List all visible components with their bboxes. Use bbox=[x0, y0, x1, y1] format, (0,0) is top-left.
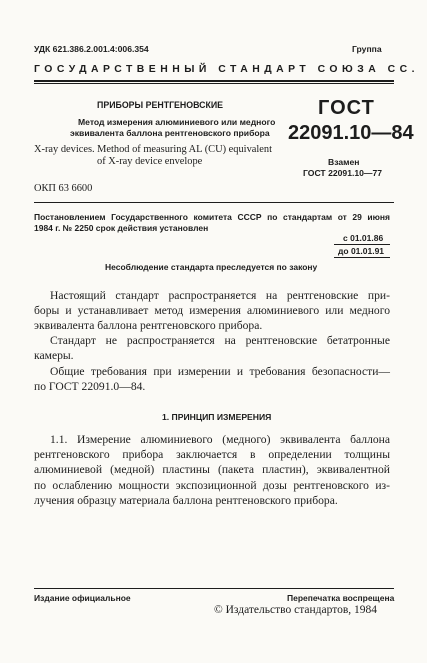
reprint-prohibited-label: Перепечатка воспрещена bbox=[287, 593, 395, 603]
paragraph-line: эквивалента баллона рентгеновского прибора. bbox=[34, 319, 263, 333]
paragraph-line: по ослаблению мощности экспозиционной дозы рентгеновского из- bbox=[34, 478, 390, 492]
english-title-line2: of X-ray device envelope bbox=[97, 156, 203, 167]
copyright-notice: © Издательство стандартов, 1984 bbox=[214, 604, 378, 616]
section-title: 1. ПРИНЦИП ИЗМЕРЕНИЯ bbox=[162, 412, 272, 422]
standard-title: ПРИБОРЫ РЕНТГЕНОВСКИЕ bbox=[97, 100, 224, 110]
gost-number: 22091.10—84 bbox=[288, 122, 414, 144]
standard-subtitle-line2: эквивалента баллона рентгеновского прибора bbox=[70, 128, 270, 138]
paragraph-line: Настоящий стандарт распространяется на рентгеновские при- bbox=[50, 289, 390, 302]
okp-rule bbox=[34, 202, 394, 203]
paragraph-line: алюминиевой (медной) пластины (пакета пластин), эквивалентной bbox=[34, 463, 390, 477]
paragraph-exclusion bbox=[34, 333, 390, 363]
standard-subtitle-line1: Метод измерения алюминиевого или медного bbox=[78, 117, 276, 127]
udk-code: УДК 621.386.2.001.4:006.354 bbox=[34, 44, 149, 54]
paragraph-principle bbox=[34, 432, 390, 508]
validity-from: с 01.01.86 bbox=[343, 233, 384, 243]
footer-rule bbox=[34, 588, 394, 589]
header-rule-top bbox=[34, 80, 394, 82]
replaces-label: Взамен bbox=[328, 157, 360, 167]
state-standard-banner: ГОСУДАРСТВЕННЫЙ СТАНДАРТ СОЮЗА СС. bbox=[34, 64, 419, 75]
okp-code: ОКП 63 6600 bbox=[34, 183, 93, 194]
paragraph-line: по ГОСТ 22091.0—84. bbox=[34, 380, 146, 394]
paragraph-line: рентгеновского прибора заключается в определении толщины bbox=[34, 448, 390, 462]
validity-to-rule bbox=[334, 257, 390, 258]
english-title-line1: X-ray devices. Method of measuring AL (CU) equivalent bbox=[34, 144, 272, 155]
legal-notice: Несоблюдение стандарта преследуется по закону bbox=[105, 262, 318, 272]
paragraph-line: 1.1. Измерение алюминиевого (медного) эквивалента баллона bbox=[50, 433, 390, 446]
decree-line1: Постановлением Государственного комитета СССР по стандартам от 29 июня bbox=[34, 212, 390, 222]
paragraph-line: лучения образцу материала баллона рентгеновского прибора. bbox=[34, 493, 338, 507]
group-label: Группа bbox=[352, 44, 382, 54]
official-edition-label: Издание официальное bbox=[34, 593, 131, 603]
paragraph-line: Общие требования при измерении и требования безопасности— bbox=[50, 365, 390, 378]
header-rule-bottom bbox=[34, 83, 394, 84]
validity-to: до 01.01.91 bbox=[338, 246, 385, 256]
paragraph-line: камеры. bbox=[34, 349, 74, 363]
paragraph-line: боры и устанавливает метод измерения алюминиевого или медного bbox=[34, 304, 390, 318]
replaces-value: ГОСТ 22091.10—77 bbox=[303, 168, 383, 178]
validity-from-rule bbox=[334, 244, 390, 245]
paragraph-requirements bbox=[34, 364, 390, 394]
paragraph-line: Стандарт не распространяется на рентгеновские бетатронные bbox=[50, 334, 390, 347]
gost-label: ГОСТ bbox=[318, 97, 375, 119]
paragraph-scope bbox=[34, 288, 390, 334]
decree-line2: 1984 г. № 2250 срок действия установлен bbox=[34, 223, 209, 233]
